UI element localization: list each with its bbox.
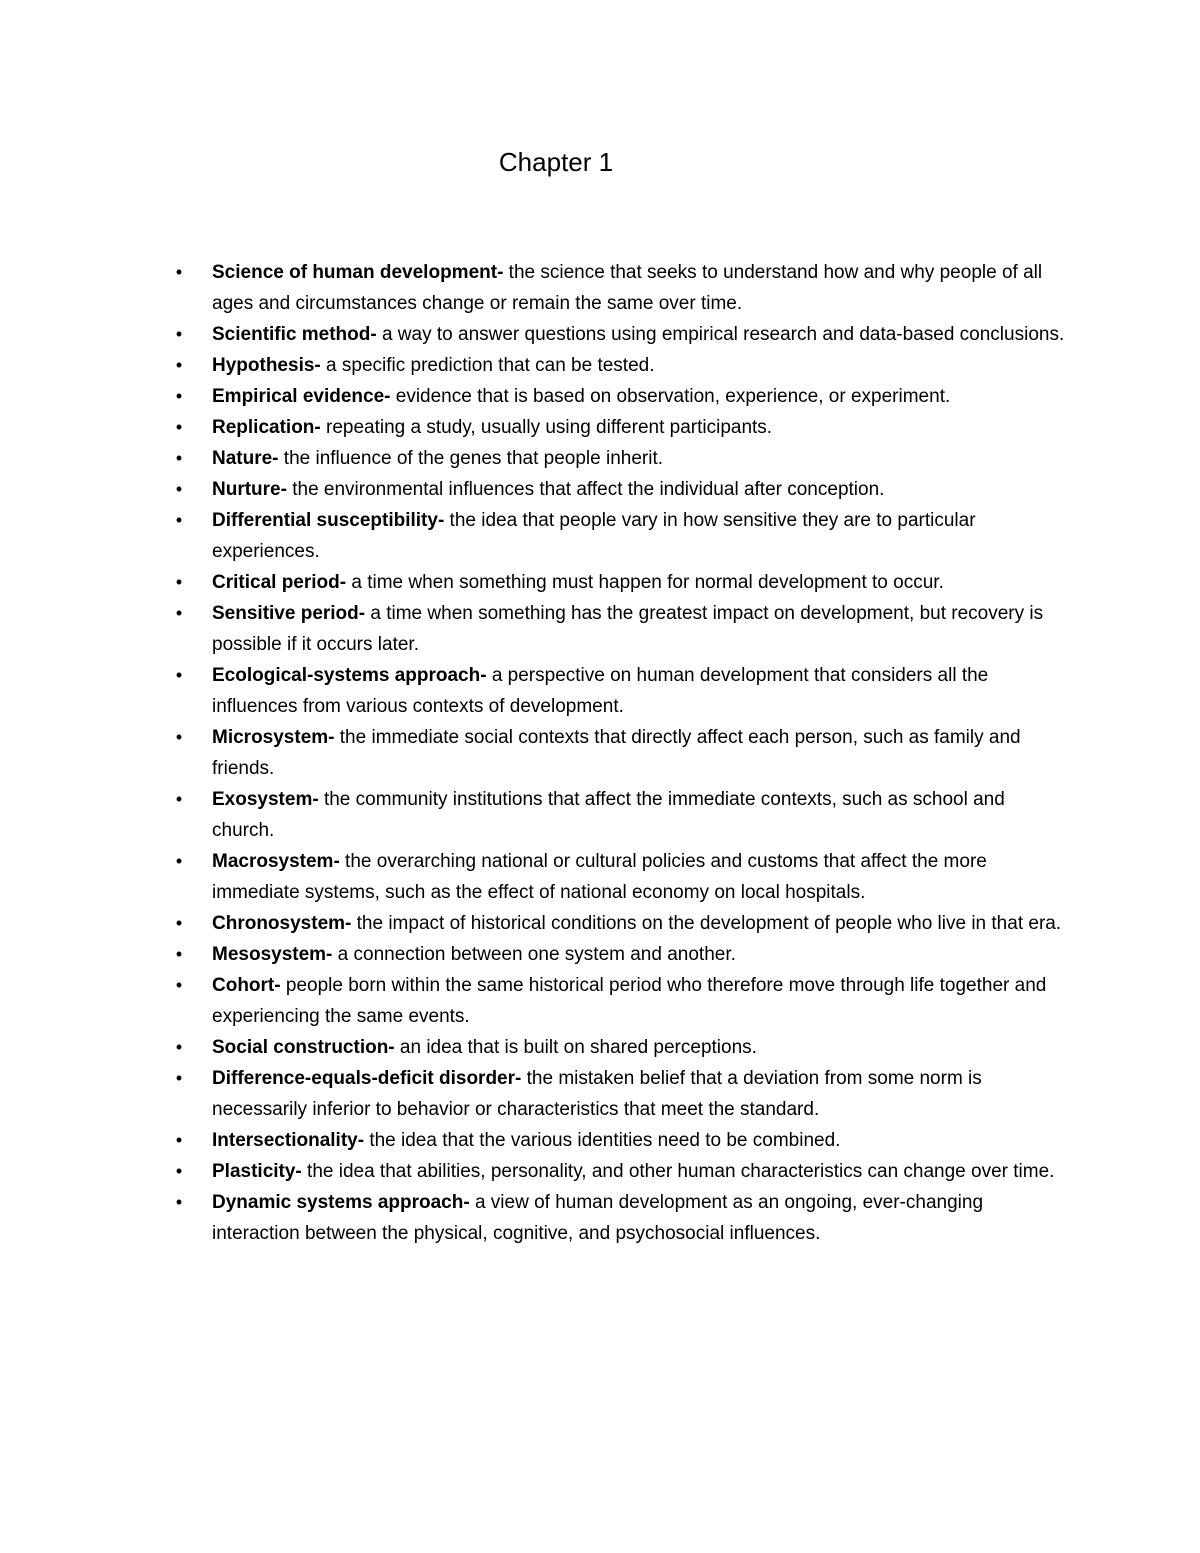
term-definition: the overarching national or cultural policies and customs that affect the more immediate systems, such as the effect of national economy on local hospitals.: [212, 851, 987, 903]
term-name: Social construction-: [212, 1037, 395, 1058]
bullet-icon: •: [175, 665, 183, 685]
term-definition: people born within the same historical period who therefore move through life together and experiencing the same events.: [212, 975, 1047, 1027]
term-definition: an idea that is built on shared perceptions.: [394, 1037, 757, 1058]
bullet-icon: •: [175, 851, 183, 871]
term-definition: the idea that people vary in how sensitive they are to particular experiences.: [212, 510, 976, 562]
list-item: [175, 443, 1072, 474]
term-list: [175, 257, 1072, 1249]
term-name: Microsystem-: [212, 727, 335, 748]
term-definition: the immediate social contexts that directly affect each person, such as family and friends.: [212, 727, 1021, 779]
term-definition: the influence of the genes that people inherit.: [278, 448, 664, 469]
list-item: [175, 939, 1072, 970]
bullet-icon: •: [175, 1037, 183, 1057]
list-item: [175, 567, 1072, 598]
bullet-icon: •: [175, 603, 183, 623]
term-name: Chronosystem-: [212, 913, 352, 934]
term-definition: the mistaken belief that a deviation from some norm is necessarily inferior to behavior or characteristics that meet the standard.: [212, 1068, 982, 1120]
list-item: [175, 474, 1072, 505]
list-item: [175, 598, 1072, 660]
bullet-icon: •: [175, 510, 183, 530]
term-definition: a time when something must happen for normal development to occur.: [346, 572, 944, 593]
term-name: Scientific method-: [212, 324, 377, 345]
term-definition: a time when something has the greatest impact on development, but recovery is possible if it occurs later.: [212, 603, 1044, 655]
term-name: Hypothesis-: [212, 355, 321, 376]
bullet-icon: •: [175, 572, 183, 592]
term-name: Plasticity-: [212, 1161, 302, 1182]
term-definition: the environmental influences that affect the individual after conception.: [286, 479, 885, 500]
bullet-icon: •: [175, 1161, 183, 1181]
term-name: Empirical evidence-: [212, 386, 391, 407]
bullet-icon: •: [175, 324, 183, 344]
bullet-icon: •: [175, 975, 183, 995]
term-name: Exosystem-: [212, 789, 319, 810]
term-name: Science of human development-: [212, 262, 504, 283]
list-item: [175, 908, 1072, 939]
term-name: Mesosystem-: [212, 944, 333, 965]
term-definition: a specific prediction that can be tested.: [320, 355, 655, 376]
list-item: [175, 970, 1072, 1032]
bullet-icon: •: [175, 386, 183, 406]
bullet-icon: •: [175, 1192, 183, 1212]
list-item: [175, 1063, 1072, 1125]
term-definition: a connection between one system and another.: [332, 944, 736, 965]
bullet-icon: •: [175, 913, 183, 933]
list-item: [175, 784, 1072, 846]
term-definition: a perspective on human development that considers all the influences from various contexts of development.: [212, 665, 989, 717]
term-definition: repeating a study, usually using different participants.: [320, 417, 773, 438]
bullet-icon: •: [175, 727, 183, 747]
bullet-icon: •: [175, 417, 183, 437]
bullet-icon: •: [175, 355, 183, 375]
list-item: [175, 1032, 1072, 1063]
term-name: Macrosystem-: [212, 851, 340, 872]
term-definition: the community institutions that affect the immediate contexts, such as school and church.: [212, 789, 1005, 841]
bullet-icon: •: [175, 262, 183, 282]
bullet-icon: •: [175, 479, 183, 499]
term-name: Differential susceptibility-: [212, 510, 445, 531]
list-item: [175, 381, 1072, 412]
list-item: [175, 257, 1072, 319]
bullet-icon: •: [175, 789, 183, 809]
term-name: Nature-: [212, 448, 279, 469]
list-item: [175, 350, 1072, 381]
term-name: Sensitive period-: [212, 603, 366, 624]
bullet-icon: •: [175, 448, 183, 468]
list-item: [175, 660, 1072, 722]
list-item: [175, 722, 1072, 784]
term-name: Critical period-: [212, 572, 347, 593]
list-item: [175, 412, 1072, 443]
bullet-icon: •: [175, 944, 183, 964]
term-definition: the idea that the various identities need to be combined.: [364, 1130, 841, 1151]
list-item: [175, 1187, 1072, 1249]
term-name: Replication-: [212, 417, 321, 438]
term-name: Dynamic systems approach-: [212, 1192, 470, 1213]
term-name: Difference-equals-deficit disorder-: [212, 1068, 522, 1089]
term-name: Cohort-: [212, 975, 281, 996]
bullet-icon: •: [175, 1130, 183, 1150]
term-definition: the idea that abilities, personality, and other human characteristics can change over time.: [301, 1161, 1055, 1182]
term-definition: a view of human development as an ongoing, ever-changing interaction between the physical, cognitive, and psychosocial influences.: [212, 1192, 984, 1244]
page-title: Chapter 1: [498, 147, 614, 177]
term-name: Nurture-: [212, 479, 287, 500]
bullet-icon: •: [175, 1068, 183, 1088]
list-item: [175, 1125, 1072, 1156]
term-definition: evidence that is based on observation, experience, or experiment.: [390, 386, 951, 407]
term-definition: the impact of historical conditions on the development of people who live in that era.: [351, 913, 1062, 934]
term-name: Intersectionality-: [212, 1130, 365, 1151]
term-name: Ecological-systems approach-: [212, 665, 487, 686]
term-definition: a way to answer questions using empirical research and data-based conclusions.: [376, 324, 1065, 345]
term-definition: the science that seeks to understand how and why people of all ages and circumstances change or remain the same over time.: [212, 262, 1043, 314]
list-item: [175, 505, 1072, 567]
list-item: [175, 319, 1072, 350]
list-item: [175, 1156, 1072, 1187]
list-item: [175, 846, 1072, 908]
